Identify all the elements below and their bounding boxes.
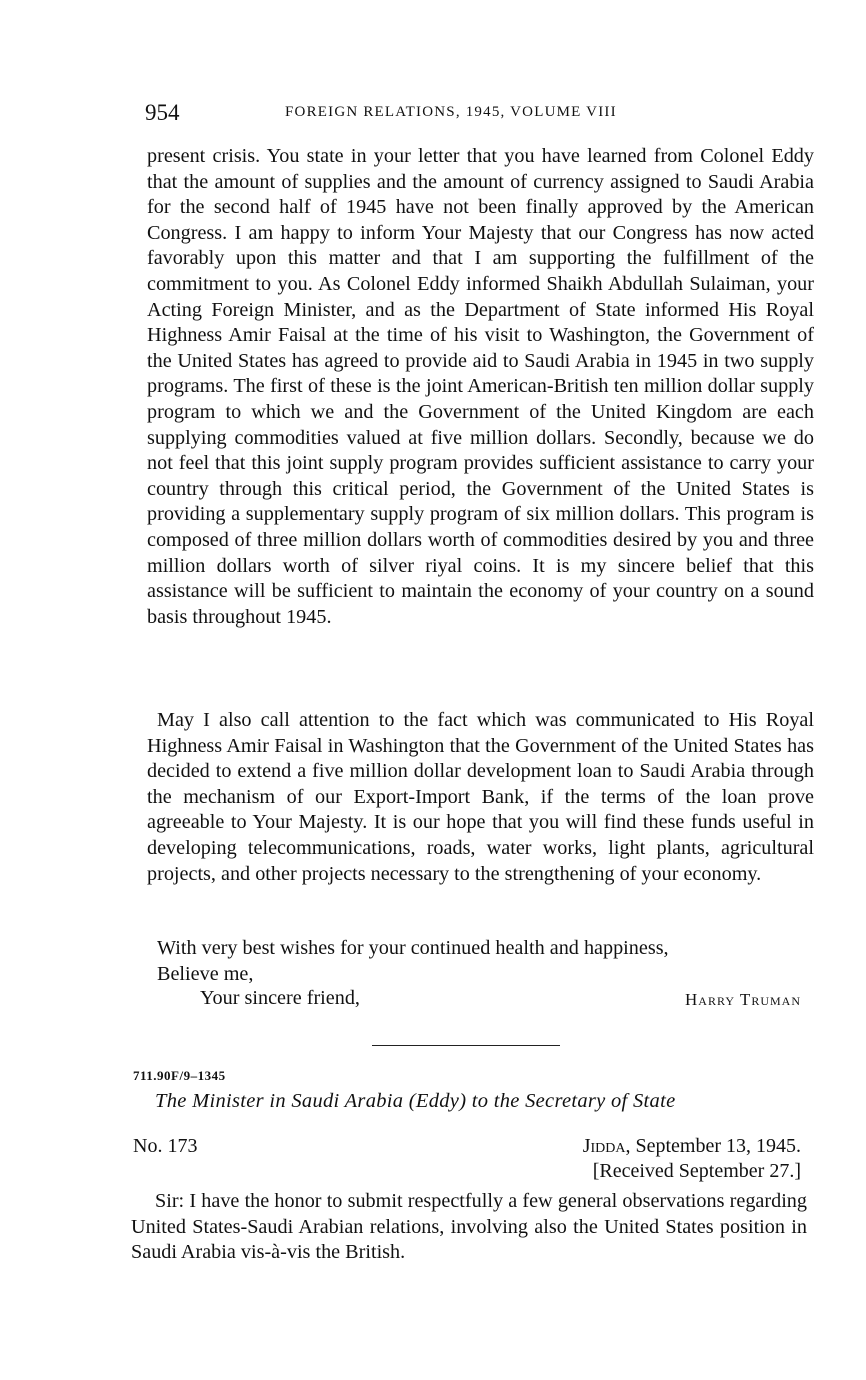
valediction: Your sincere friend,	[200, 987, 360, 1009]
file-number: 711.90F/9–1345	[133, 1068, 226, 1083]
document-number: No. 173	[133, 1135, 198, 1157]
believe-me: Believe me,	[157, 962, 254, 985]
received-date: [Received September 27.]	[592, 1160, 801, 1182]
document-title: The Minister in Saudi Arabia (Eddy) to the Secretary of State	[155, 1090, 676, 1112]
letter-paragraph-2: May I also call attention to the fact which was communicated to His Royal Highness Amir Faisal in Washington that the Government of the United States has decided to extend a five million dollar development loan to Saudi Arabia through the mechanism of our Export-Import Bank, if the terms of the loan prove agreeable to Your Majesty. It is our hope that you will find these funds useful in developing telecommunications, roads, water works, light plants, agricultural projects, and other projects necessary to the strengthening of your economy.	[147, 709, 814, 885]
signature: Harry Truman	[685, 990, 801, 1009]
letter-paragraph-1: present crisis. You state in your letter that you have learned from Colonel Eddy that the amount of supplies and the amount of currency assigned to Saudi Arabia for the second half of 1945 have not been finally approved by the American Congress. I am happy to inform Your Majesty that our Congress has now acted favorably upon this matter and that I am supporting the fulfillment of the commitment to you. As Colonel Eddy informed Shaikh Abdullah Sulaiman, your Acting Foreign Minister, and as the Department of State informed His Royal Highness Amir Faisal at the time of his visit to Washington, the Government of the United States has agreed to provide aid to Saudi Arabia in 1945 in two supply programs. The first of these is the joint American-British ten million dollar supply program to which we and the Government of the United Kingdom are each supplying commodities valued at five million dollars. Secondly, because we do not feel that this joint supply program provides sufficient assistance to carry your country through this critical period, the Government of the United States is providing a supplementary supply program of six million dollars. This program is composed of three million dollars worth of commodities desired by you and three million dollars worth of silver riyal coins. It is my sincere belief that this assistance will be sufficient to maintain the economy of your country on a sound basis throughout 1945.	[147, 145, 814, 628]
date: , September 13, 1945.	[625, 1135, 801, 1157]
letter-closing	[157, 936, 669, 987]
closing-wishes: With very best wishes for your continued health and happiness,	[157, 937, 669, 959]
running-head: FOREIGN RELATIONS, 1945, VOLUME VIII	[285, 104, 617, 120]
place-date	[583, 1135, 801, 1158]
document-body: Sir: I have the honor to submit respectfully a few general observations regarding United States-Saudi Arabian relations, involving also the United States position in Saudi Arabia vis-à-vis the British.	[131, 1190, 807, 1264]
section-divider	[372, 1045, 560, 1046]
page-header	[145, 100, 815, 130]
place: Jidda	[582, 1135, 626, 1157]
page-number: 954	[145, 100, 180, 125]
